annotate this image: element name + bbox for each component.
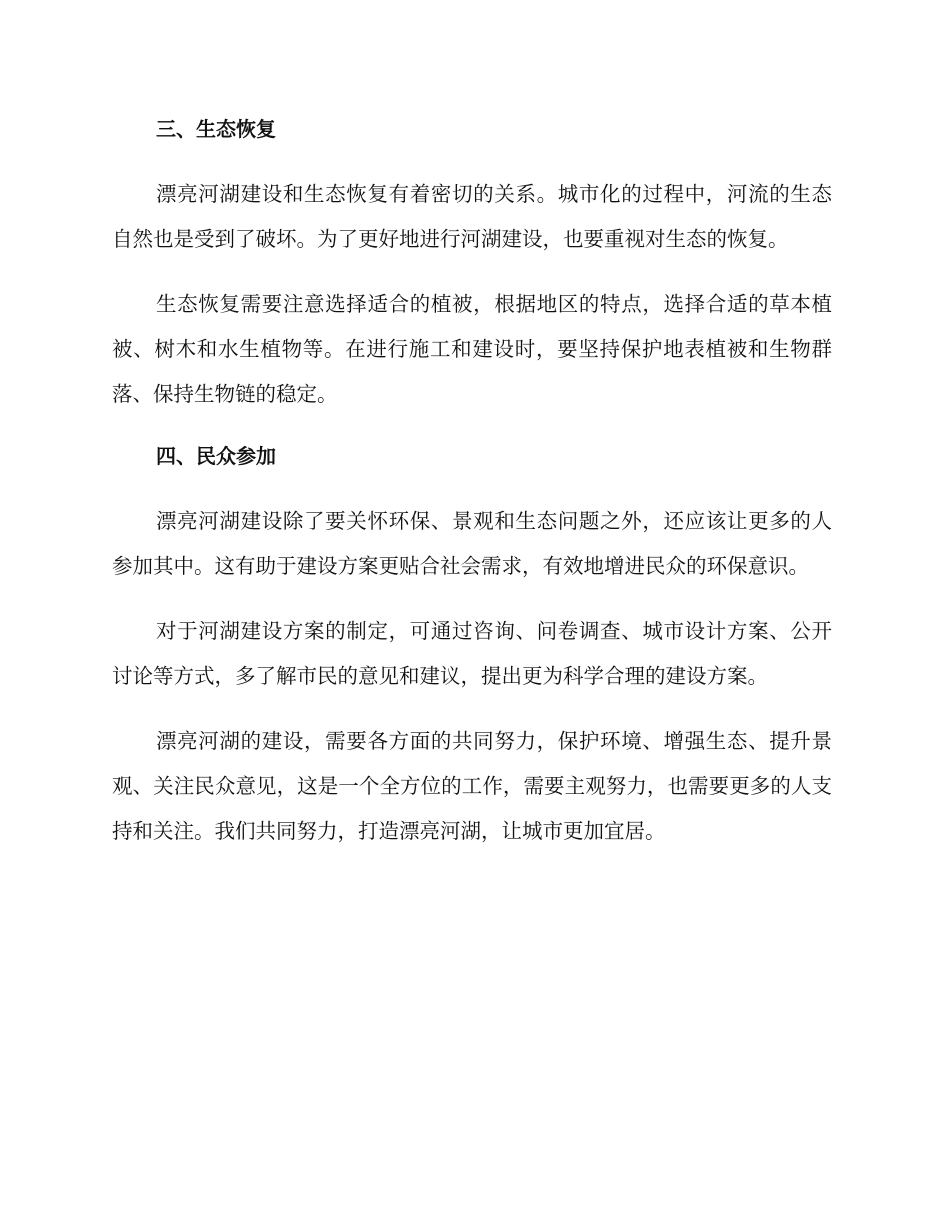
section-heading-ecological-restoration: 三、生态恢复 <box>156 117 276 141</box>
paragraph: 漂亮河湖建设除了要关怀环保、景观和生态问题之外，还应该让更多的人参加其中。这有助于建设方案更贴合社会需求，有效地增进民众的环保意识。 <box>112 509 832 578</box>
paragraph: 生态恢复需要注意选择适合的植被，根据地区的特点，选择合适的草本植被、树木和水生植物等。在进行施工和建设时，要坚持保护地表植被和生物群落、保持生物链的稳定。 <box>112 292 832 406</box>
paragraph: 对于河湖建设方案的制定，可通过咨询、问卷调查、城市设计方案、公开讨论等方式，多了解市民的意见和建议，提出更为科学合理的建设方案。 <box>112 619 832 688</box>
document-body <box>112 110 832 874</box>
section-heading-public-participation: 四、民众参加 <box>156 444 276 468</box>
paragraph: 漂亮河湖建设和生态恢复有着密切的关系。城市化的过程中，河流的生态自然也是受到了破坏。为了更好地进行河湖建设，也要重视对生态的恢复。 <box>112 182 832 251</box>
paragraph: 漂亮河湖的建设，需要各方面的共同努力，保护环境、增强生态、提升景观、关注民众意见，这是一个全方位的工作，需要主观努力，也需要更多的人支持和关注。我们共同努力，打造漂亮河湖，让城市更加宜居。 <box>112 729 832 843</box>
